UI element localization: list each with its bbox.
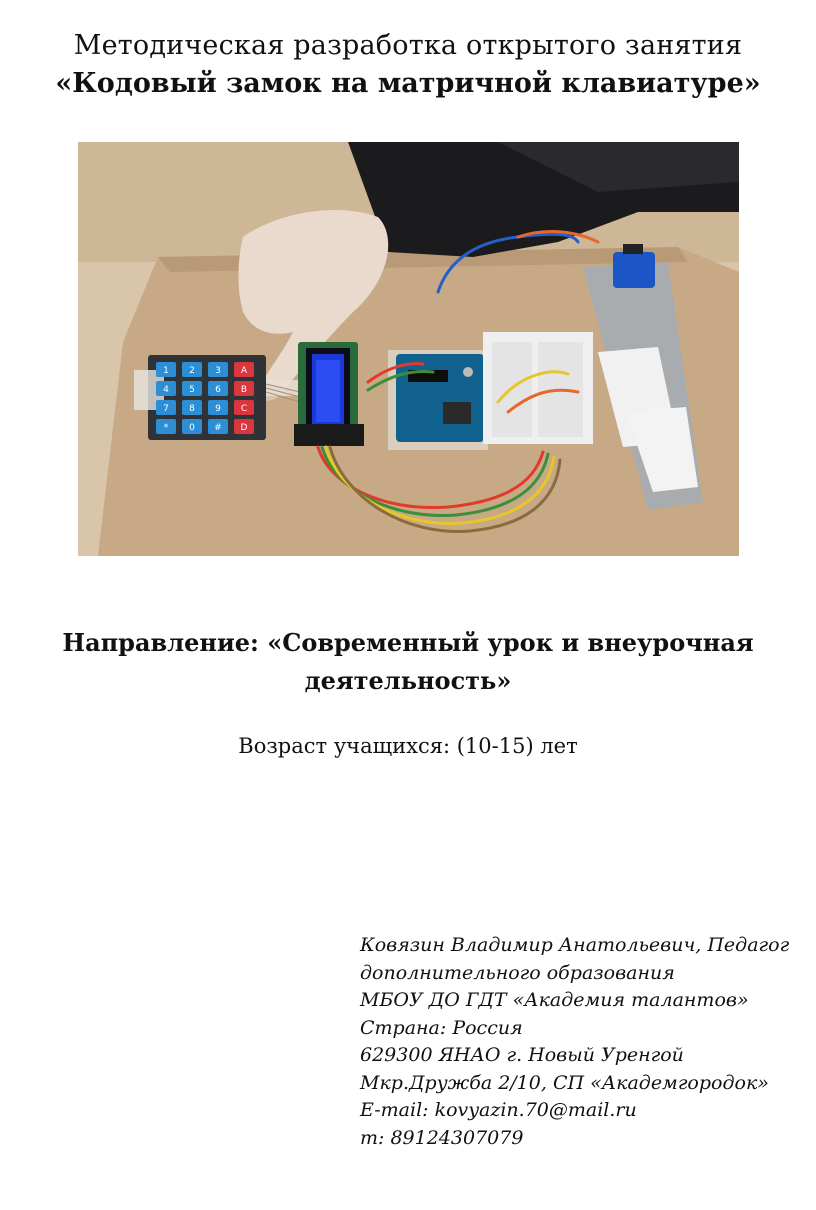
- author-organization: МБОУ ДО ГДТ «Академия талантов»: [360, 989, 749, 1011]
- document-title-line-2: «Кодовый замок на матричной клавиатуре»: [55, 68, 761, 99]
- keypad-key-label: 6: [215, 385, 221, 395]
- author-address: 629300 ЯНАО г. Новый Уренгой: [360, 1044, 684, 1066]
- keypad-key-label: *: [163, 423, 169, 433]
- author-country: Страна: Россия: [360, 1016, 523, 1039]
- keypad-key-label: 7: [163, 404, 169, 414]
- keypad-key-label: C: [240, 404, 248, 414]
- keypad-key-label: #: [214, 423, 222, 433]
- author-phone: m: 89124307079: [360, 1126, 524, 1149]
- document-title-line-1: Методическая разработка открытого занятия: [73, 30, 743, 61]
- author-email: E-mail: kovyazin.70@mail.ru: [360, 1099, 637, 1121]
- keypad-key-label: A: [240, 366, 248, 376]
- keypad-key-label: 2: [189, 366, 195, 376]
- keypad-key-label: 0: [189, 423, 195, 433]
- keypad-key-label: 3: [215, 366, 221, 376]
- keypad-key-label: B: [240, 385, 248, 395]
- keypad-key-label: D: [240, 423, 248, 433]
- author-info: [360, 932, 810, 1152]
- lcd-module: [294, 342, 364, 446]
- project-photo: [78, 142, 739, 556]
- student-age: Возраст учащихся: (10-15) лет: [238, 734, 578, 758]
- keypad-key-label: 4: [163, 385, 169, 395]
- keypad-key-label: 1: [163, 366, 169, 376]
- direction-heading: Направление: «Современный урок и внеурочная деятельность»: [62, 628, 754, 695]
- keypad-key-label: 5: [189, 385, 195, 395]
- author-position: дополнительного образования: [360, 961, 675, 984]
- keypad-key-label: 8: [189, 404, 195, 414]
- keypad-key-label: 9: [215, 404, 221, 414]
- author-name: Ковязин Владимир Анатольевич, Педагог: [360, 934, 790, 956]
- breadboard: [483, 332, 593, 444]
- author-address-detail: Мкр.Дружба 2/10, СП «Академгородок»: [360, 1071, 769, 1094]
